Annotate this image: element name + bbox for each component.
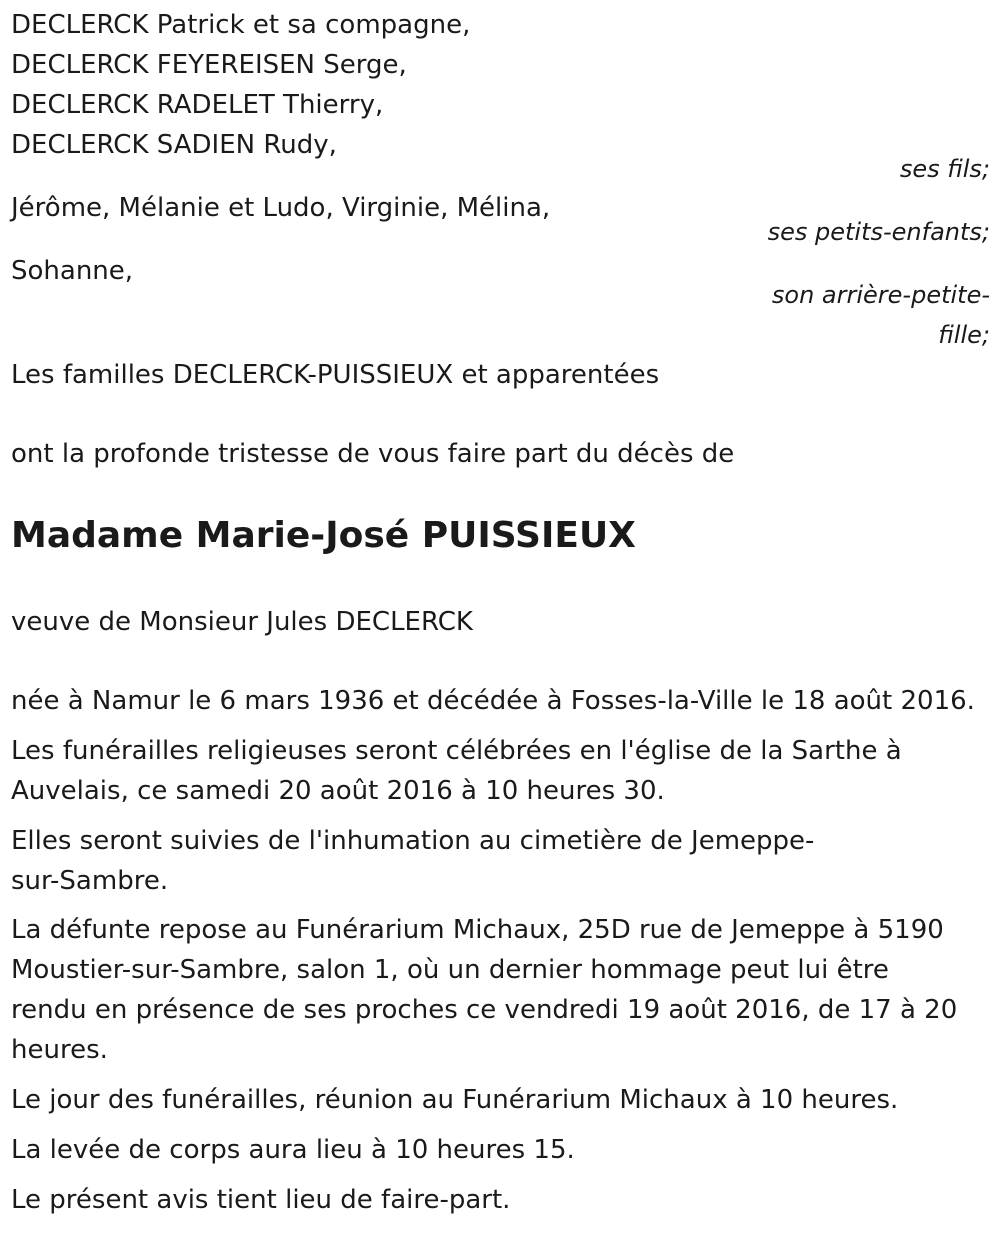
funeral-line-1: Les funérailles religieuses seront célébrées en l'église de la Sarthe à: [11, 736, 902, 766]
repose-line-4: heures.: [11, 1035, 108, 1065]
burial-line-2: sur-Sambre.: [11, 866, 169, 896]
notice-line: Le présent avis tient lieu de faire-part.: [11, 1185, 511, 1215]
deceased-name: Madame Marie-José PUISSIEUX: [11, 515, 636, 556]
repose-line-1: La défunte repose au Funérarium Michaux, 25D rue de Jemeppe à 5190: [11, 915, 944, 945]
meeting-line: Le jour des funérailles, réunion au Funérarium Michaux à 10 heures.: [11, 1085, 899, 1115]
levee-line: La levée de corps aura lieu à 10 heures 15.: [11, 1135, 575, 1165]
announcement-line: ont la profonde tristesse de vous faire part du décès de: [11, 439, 735, 469]
repose-line-2: Moustier-sur-Sambre, salon 1, où un dernier hommage peut lui être: [11, 955, 889, 985]
widow-of-line: veuve de Monsieur Jules DECLERCK: [11, 607, 473, 637]
grandchildren-line: Jérôme, Mélanie et Ludo, Virginie, Mélina,: [11, 193, 551, 223]
sons-relation-label: ses fils;: [899, 155, 990, 183]
birth-death-line: née à Namur le 6 mars 1936 et décédée à Fosses-la-Ville le 18 août 2016.: [11, 686, 975, 716]
burial-line-1: Elles seront suivies de l'inhumation au cimetière de Jemeppe-: [11, 826, 815, 856]
son-line-2: DECLERCK FEYEREISEN Serge,: [11, 50, 407, 80]
son-line-3: DECLERCK RADELET Thierry,: [11, 90, 384, 120]
repose-line-3: rendu en présence de ses proches ce vendredi 19 août 2016, de 17 à 20: [11, 995, 958, 1025]
great-grandchild-relation-label-1: son arrière-petite-: [771, 281, 990, 309]
great-grandchild-relation-label-2: fille;: [938, 321, 990, 349]
son-line-4: DECLERCK SADIEN Rudy,: [11, 130, 337, 160]
funeral-line-2: Auvelais, ce samedi 20 août 2016 à 10 heures 30.: [11, 776, 665, 806]
families-line: Les familles DECLERCK-PUISSIEUX et apparentées: [11, 360, 660, 390]
great-grandchild-line: Sohanne,: [11, 256, 134, 286]
grandchildren-relation-label: ses petits-enfants;: [767, 218, 990, 246]
son-line-1: DECLERCK Patrick et sa compagne,: [11, 10, 471, 40]
